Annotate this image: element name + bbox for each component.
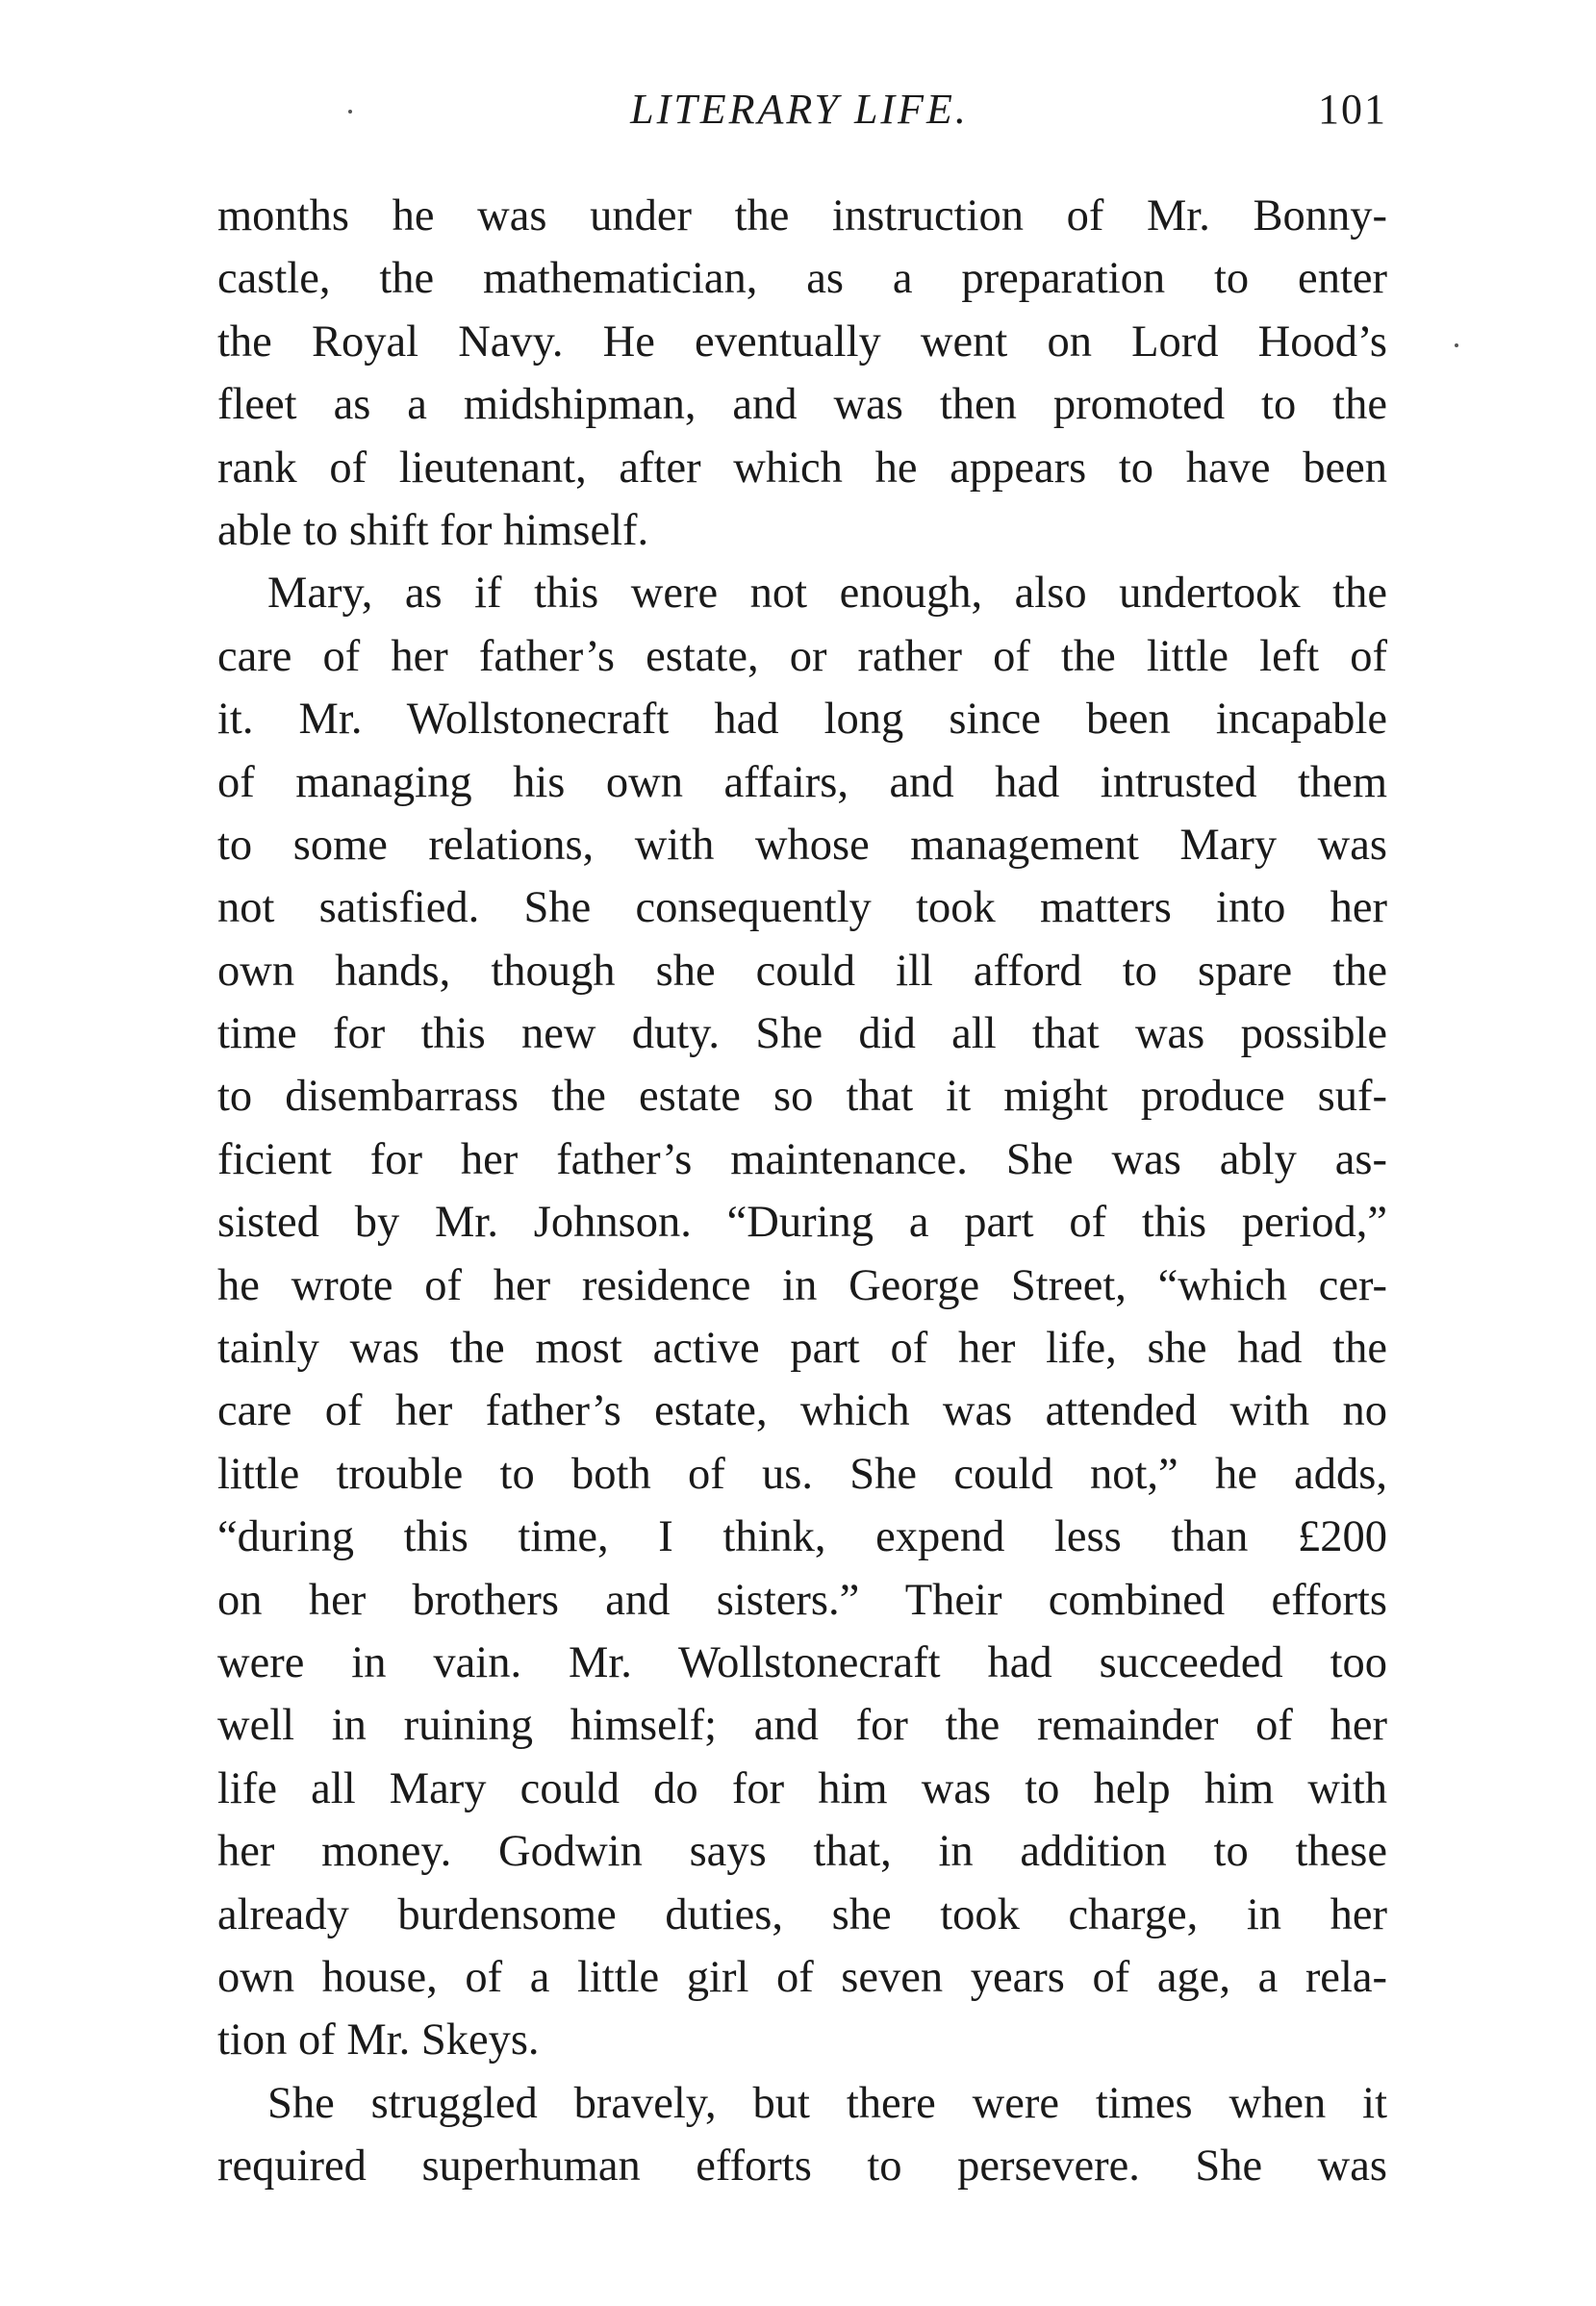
- text-line: of managing his own affairs, and had intrusted them: [217, 757, 1387, 807]
- paragraph: [217, 2072, 1387, 2198]
- text-line: he wrote of her residence in George Street, “which cer-: [217, 1260, 1387, 1310]
- text-line: were in vain. Mr. Wollstonecraft had succeeded too: [217, 1637, 1387, 1687]
- text-line: little trouble to both of us. She could not,” he adds,: [217, 1449, 1387, 1499]
- paragraph: [217, 562, 1387, 2071]
- text-line: her money. Godwin says that, in addition to these: [217, 1827, 1387, 1877]
- text-line: “during this time, I think, expend less than £200: [217, 1512, 1387, 1562]
- text-line: months he was under the instruction of Mr. Bonny-: [217, 191, 1387, 241]
- text-line: She struggled bravely, but there were times when it: [267, 2078, 1387, 2128]
- text-line: castle, the mathematician, as a preparation to enter: [217, 254, 1387, 304]
- text-line: time for this new duty. She did all that was possible: [217, 1009, 1387, 1059]
- scan-speck: [1455, 343, 1458, 347]
- text-line: the Royal Navy. He eventually went on Lord Hood’s: [217, 317, 1387, 367]
- paragraph: [217, 185, 1387, 562]
- text-line: on her brothers and sisters.” Their combined efforts: [217, 1575, 1387, 1625]
- text-line: already burdensome duties, she took charge, in her: [217, 1889, 1387, 1939]
- text-line: well in ruining himself; and for the remainder of her: [217, 1701, 1387, 1751]
- running-title: LITERARY LIFE.: [630, 86, 969, 133]
- text-line: own hands, though she could ill afford to spare the: [217, 946, 1387, 996]
- body-text: [217, 185, 1387, 2198]
- text-line: to disembarrass the estate so that it might produce suf-: [217, 1072, 1387, 1122]
- text-line: to some relations, with whose management Mary was: [217, 820, 1387, 870]
- text-line: able to shift for himself.: [217, 505, 649, 555]
- text-line: tion of Mr. Skeys.: [217, 2015, 540, 2065]
- text-line: care of her father’s estate, which was attended with no: [217, 1386, 1387, 1436]
- text-line: ficient for her father’s maintenance. She was ably as-: [217, 1134, 1387, 1184]
- text-line: care of her father’s estate, or rather of the little left of: [217, 631, 1387, 681]
- text-line: it. Mr. Wollstonecraft had long since been incapable: [217, 695, 1387, 745]
- scan-speck: [348, 110, 352, 114]
- text-line: Mary, as if this were not enough, also undertook the: [267, 569, 1387, 619]
- text-line: sisted by Mr. Johnson. “During a part of this period,”: [217, 1198, 1387, 1248]
- text-line: fleet as a midshipman, and was then promoted to the: [217, 380, 1387, 430]
- running-head: [212, 85, 1387, 142]
- text-line: not satisfied. She consequently took matters into her: [217, 883, 1387, 933]
- text-line: tainly was the most active part of her life, she had the: [217, 1324, 1387, 1374]
- text-line: rank of lieutenant, after which he appears to have been: [217, 443, 1387, 493]
- text-line: life all Mary could do for him was to help him with: [217, 1763, 1387, 1813]
- text-line: own house, of a little girl of seven years of age, a rela-: [217, 1952, 1387, 2002]
- page-number: 101: [1318, 86, 1387, 133]
- text-line: required superhuman efforts to persevere. She was: [217, 2141, 1387, 2192]
